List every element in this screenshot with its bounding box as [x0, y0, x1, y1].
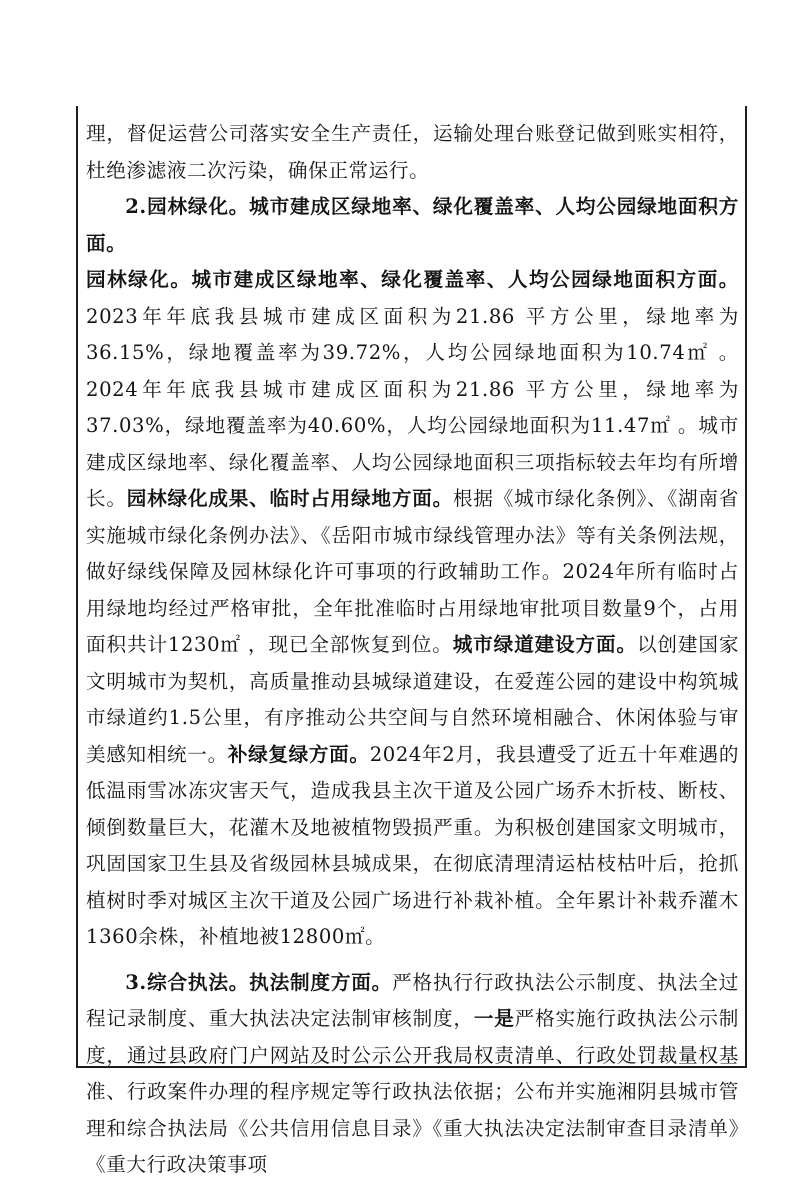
paragraph-landscaping-body [86, 262, 739, 956]
paragraph-landscaping-heading [86, 189, 739, 262]
greenway-heading: 城市绿道建设方面。 [452, 633, 637, 656]
replanting-heading: 补绿复绿方面。 [227, 742, 370, 766]
temporary-occupancy-heading: 园林绿化成果、临时占用绿地方面。 [126, 487, 453, 510]
paragraph-enforcement [86, 965, 739, 1184]
document-body [86, 116, 739, 1184]
enforcement-heading: 3.综合执法。执法制度方面。 [125, 970, 393, 994]
temporary-occupancy-text: 根据《城市绿化条例》、《湖南省实施城市绿化条例办法》、《岳阳市城市绿线管理办法》等有关条例法规，做好绿线保障及园林绿化许可事项的行政辅助工作。2024年所有临时占用绿地均经过严格审批，全年批准临时占用绿地审批项目数量9个，占用面积共计1230㎡ ，现已全部恢复到位。 [86, 487, 739, 656]
sanitation-text: 理，督促运营公司落实安全生产责任，运输处理台账登记做到账实相符，杜绝渗滤液二次污染，确保正常运行。 [86, 122, 739, 182]
landscaping-subheading: 园林绿化。城市建成区绿地率、绿化覆盖率、人均公园绿地面积方面。 [86, 268, 739, 291]
enforcement-publicity-text: 严格实施行政执法公示制度，通过县政府门户网站及时公示公开我局权责清单、行政处罚裁量权基准、行政案件办理的程序规定等行政执法依据；公布并实施湘阴县城市管理和综合执法局《公共信用信息目录》《重大执法决定法制审查目录清单》《重大行政决策事项 [86, 1007, 739, 1176]
enforcement-text: 严格执行行政执法公示制度、执法全过程记录制度、重大执法决定法制审核制度， [86, 970, 740, 1030]
page-frame [76, 106, 747, 1176]
greenway-text: 以创建国家文明城市为契机，高质量推动县城绿道建设，在爱莲公园的建设中构筑城市绿道约1.5公里，有序推动公共空间与自然环境相融合、休闲体验与审美感知相统一。 [86, 633, 740, 766]
paragraph-sanitation-continuation [86, 116, 739, 189]
green-coverage-text: 2023年年底我县城市建成区面积为21.86 平方公里，绿地率为36.15%，绿地覆盖率为39.72%，人均公园绿地面积为10.74㎡ 。2024年年底我县城市建成区面积为21.86 平方公里，绿地率为37.03%，绿地覆盖率为40.60%，人均公园绿地面积为11.47㎡ 。城市建成区绿地率、绿化覆盖率、人均公园绿地面积三项指标较去年均有所增长。 [86, 304, 739, 510]
enforcement-first-point: 一是 [473, 1007, 515, 1030]
landscaping-heading: 2.园林绿化。城市建成区绿地率、绿化覆盖率、人均公园绿地面积方面。 [86, 195, 739, 255]
replanting-text: 2024年2月，我县遭受了近五十年难遇的低温雨雪冰冻灾害天气，造成我县主次干道及公园广场乔木折枝、断枝、倾倒数量巨大，花灌木及地被植物毁损严重。为积极创建国家文明城市，巩固国家卫生县及省级园林县城成果，在彻底清理清运枯枝枯叶后，抢抓植树时季对城区主次干道及公园广场进行补栽补植。全年累计补栽乔灌木1360余株，补植地被12800㎡。 [86, 742, 740, 948]
